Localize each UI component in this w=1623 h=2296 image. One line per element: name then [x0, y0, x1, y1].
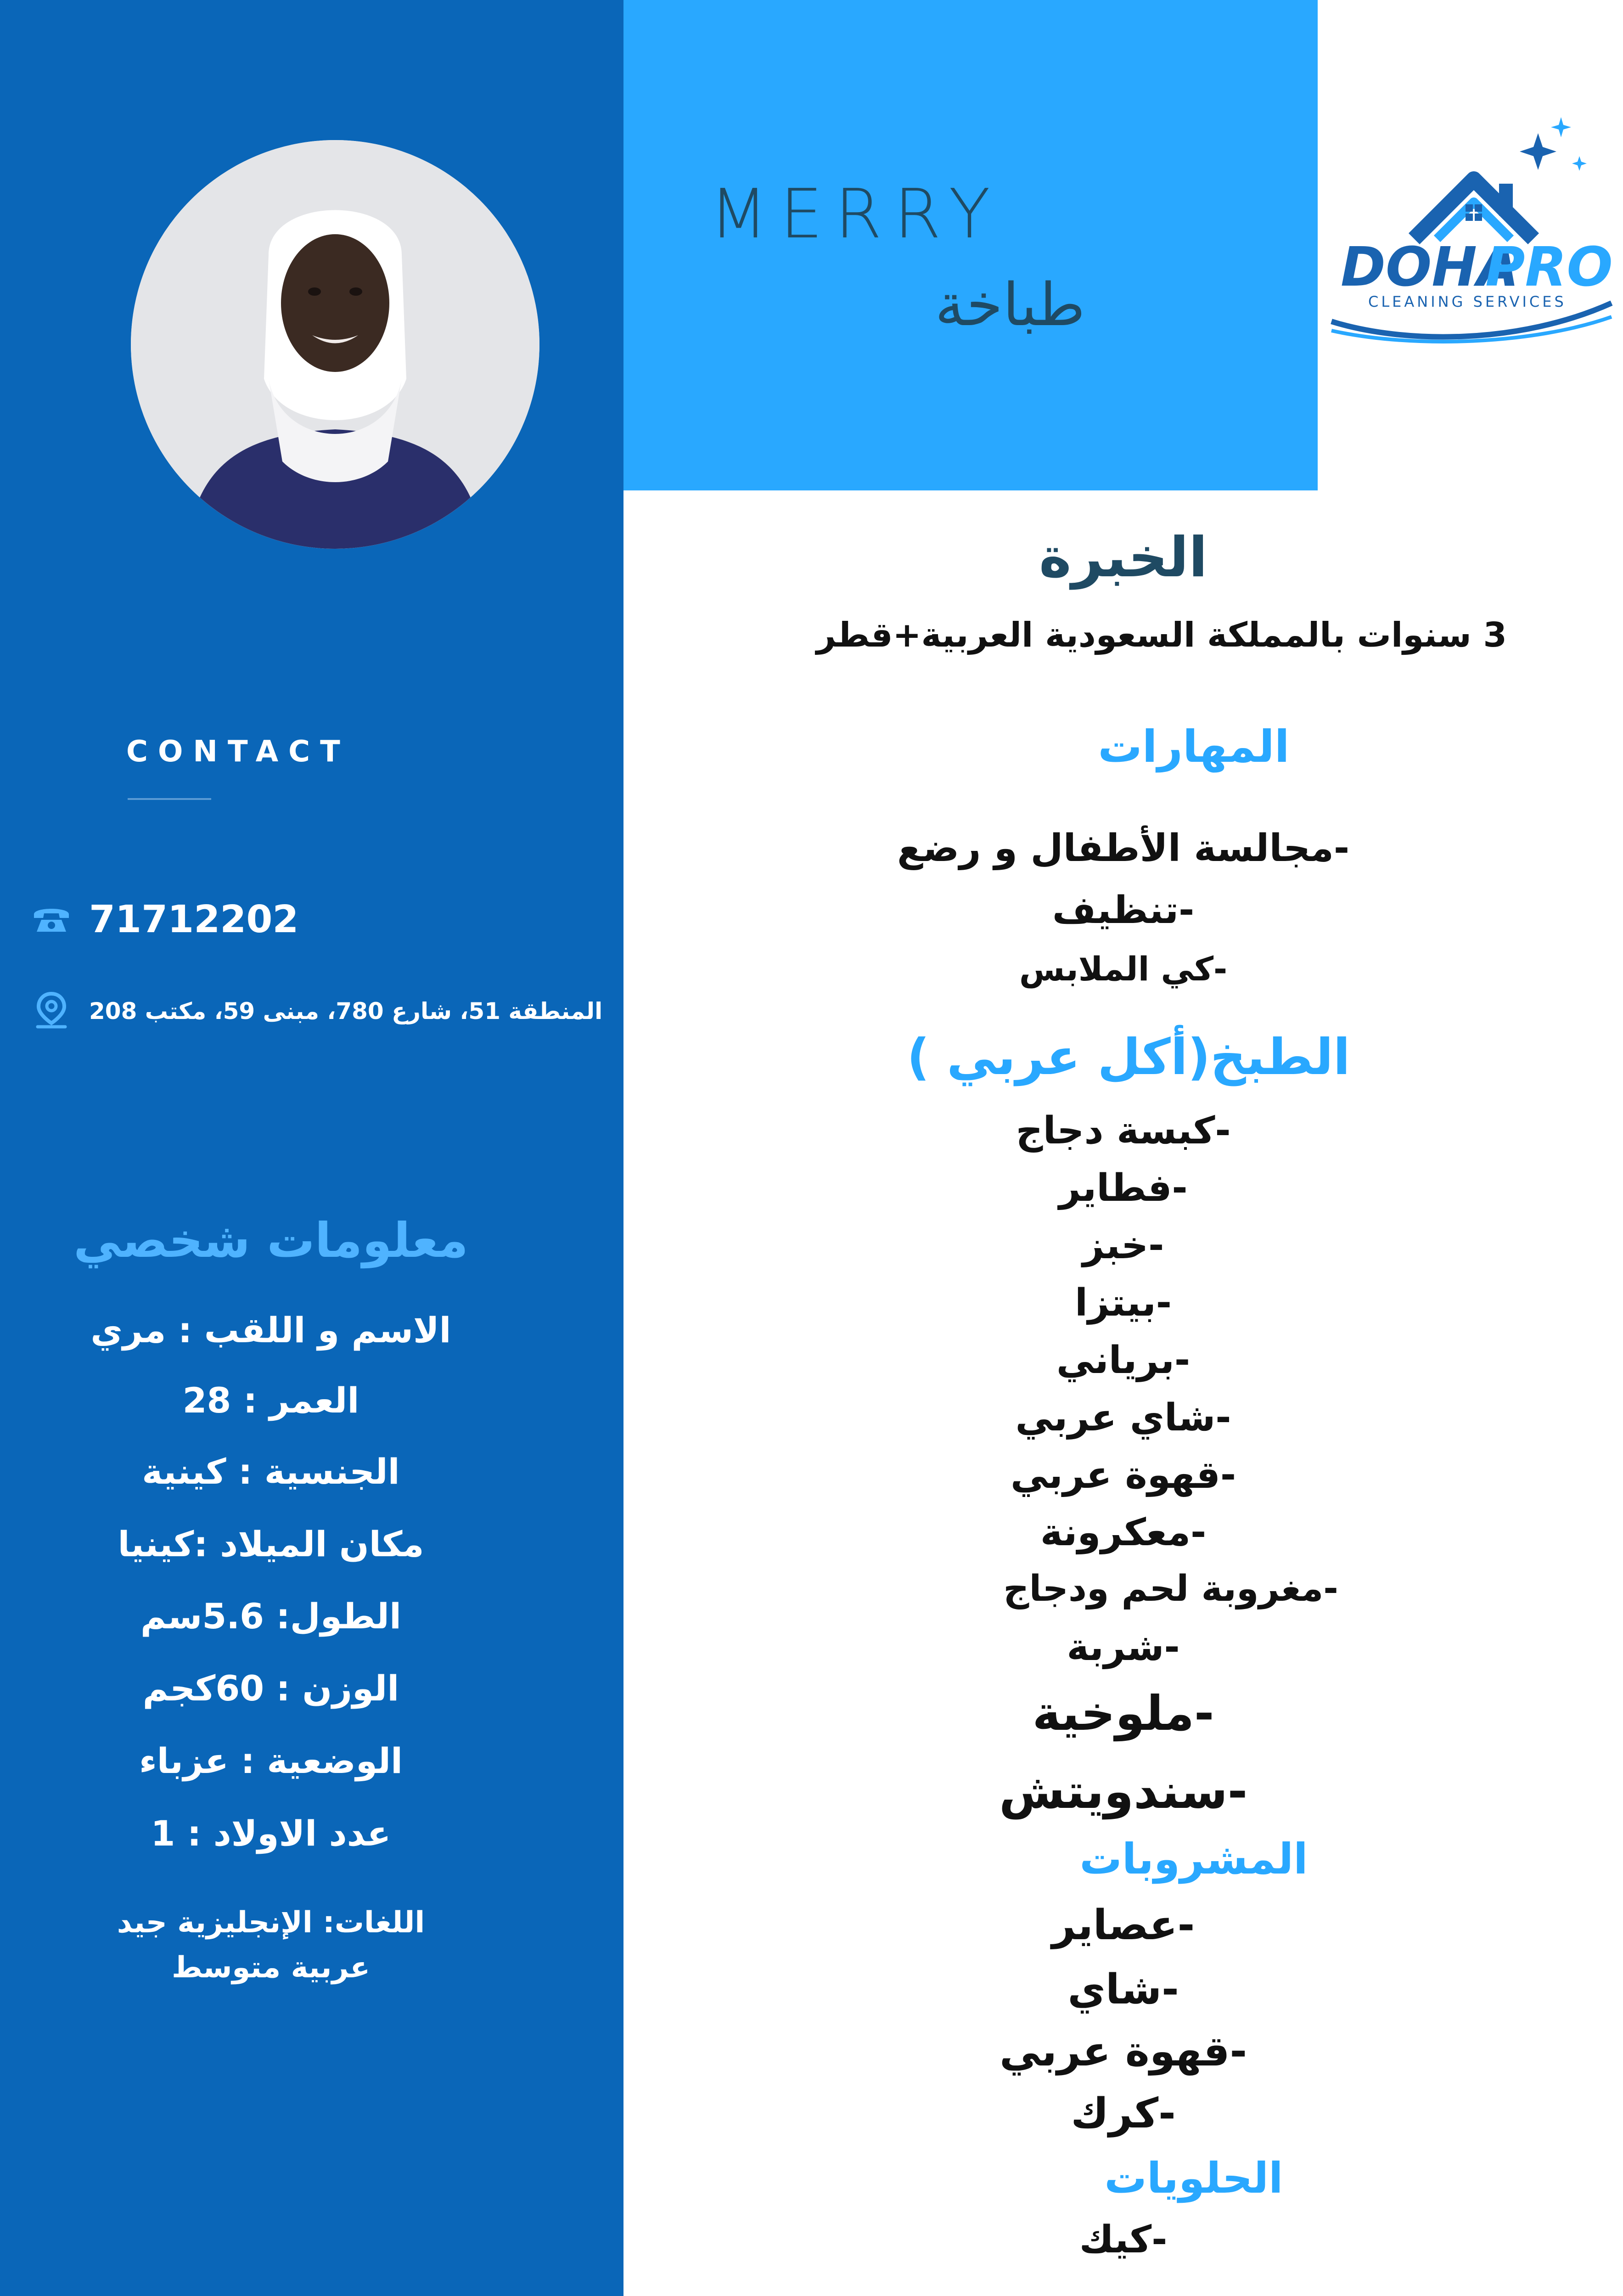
experience-title: الخبرة [1039, 526, 1208, 590]
info-line-age: العمر : 28 [182, 1380, 359, 1421]
candidate-name: MERRY [709, 174, 1002, 253]
personal-info-title: معلومات شخصي [73, 1212, 468, 1268]
languages-line: اللغات: الإنجليزية جيد [117, 1906, 425, 1940]
drinks-title: المشروبات [1079, 1835, 1308, 1884]
info-line-birthplace: مكان الميلاد :كينيا [118, 1524, 424, 1564]
phone-number[interactable]: 71712202 [89, 898, 299, 941]
house-sparkle-icon [1322, 106, 1621, 354]
logo-text-doha: DOHA [1341, 235, 1519, 298]
cooking-item: -شاي عربي [1015, 1396, 1231, 1440]
cooking-item: -ملوخية [1032, 1685, 1214, 1741]
drinks-item: -عصاير [1051, 1901, 1195, 1949]
cooking-item: -سندويتش [999, 1763, 1248, 1819]
skill-item: -مجالسة الأطفال و رضع [897, 827, 1350, 870]
candidate-role: طباخة [935, 271, 1085, 339]
cooking-item: -قهوة عربي [1011, 1453, 1236, 1497]
location-pin-icon [32, 991, 71, 1031]
address-text: المنطقة 51، شارع 780، مبنى 59، مكتب 208 [89, 998, 603, 1024]
info-line-nationality: الجنسية : كينية [142, 1451, 400, 1492]
logo-text-pro: PRO [1485, 235, 1613, 298]
logo-tagline: CLEANING SERVICES [1368, 293, 1567, 310]
sidebar [0, 0, 623, 2296]
info-line-height: الطول: 5.6سم [140, 1596, 402, 1637]
cooking-item: -كبسة دجاج [1016, 1109, 1231, 1153]
cooking-item: -خبز [1082, 1224, 1164, 1267]
cooking-title: الطبخ(أكل عربي ) [907, 1029, 1350, 1086]
dohapro-logo [1322, 106, 1621, 354]
drinks-item: -كرك [1071, 2089, 1176, 2138]
info-line-name: الاسم و اللقب : مري [90, 1310, 451, 1351]
cooking-item: -شربة [1067, 1626, 1180, 1669]
experience-text: 3 سنوات بالمملكة السعودية العربية+قطر [816, 615, 1507, 655]
info-line-weight: الوزن : 60كجم [142, 1668, 399, 1709]
drinks-item: -قهوة عربي [1000, 2027, 1247, 2076]
cooking-item: -فطاير [1059, 1166, 1188, 1210]
cooking-item: -معكرونة [1040, 1511, 1207, 1554]
profile-photo [131, 140, 539, 549]
info-line-status: الوضعية : عزباء [139, 1740, 403, 1781]
person-photo-illustration [131, 140, 539, 549]
phone-row [32, 898, 298, 941]
address-row [32, 991, 602, 1031]
skill-item: -تنظيف [1052, 889, 1195, 932]
cooking-item: -برياني [1056, 1339, 1191, 1382]
contact-title: CONTACT [126, 735, 350, 769]
info-line-children: عدد الاولاد : 1 [151, 1813, 391, 1854]
desserts-title: الحلويات [1104, 2154, 1283, 2203]
languages-line: عربية متوسط [171, 1951, 371, 1985]
contact-divider [128, 798, 211, 800]
desserts-item: -كيك [1079, 2218, 1168, 2262]
skill-item: -كي الملابس [1019, 950, 1228, 988]
skills-title: المهارات [1098, 721, 1290, 772]
cooking-item: -مغروبة لحم ودجاج [1003, 1568, 1338, 1609]
cooking-item: -بيتزا [1075, 1281, 1172, 1325]
phone-icon [32, 904, 71, 935]
drinks-item: -شاي [1067, 1965, 1179, 2014]
